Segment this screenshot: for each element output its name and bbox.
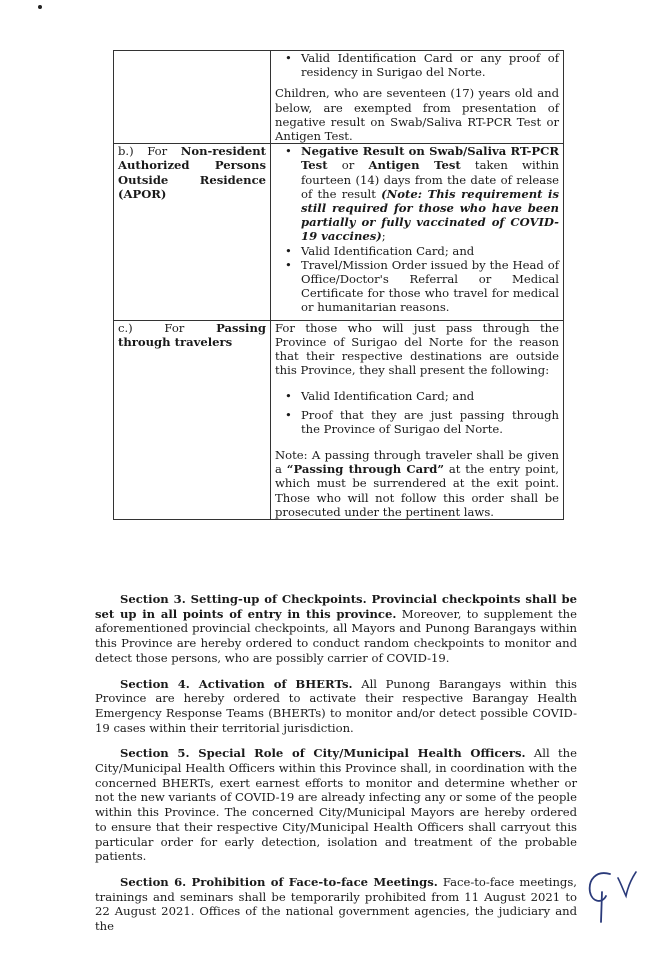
row-b-bullet-list bbox=[275, 144, 559, 314]
passing-through-label: Passing through travelers bbox=[118, 320, 266, 349]
section-3: Section 3. Setting-up of Checkpoints. Provincial checkpoints shall be set up in all points of entry in this province. Moreover, to supplement the aforementioned provincial checkpoints, all Mayors and Punong Barangays within this Province are hereby ordered to conduct random checkpoints to monitor and detect those persons, who are possibly carrier of COVID-19. bbox=[95, 592, 577, 665]
bullet-item: • Valid Identification Card; and bbox=[301, 244, 559, 258]
bullet-item: • Valid Identification Card or any proof of residency in Surigao del Norte. bbox=[301, 51, 559, 79]
row-c-label: c.) For Passing through travelers bbox=[114, 320, 271, 519]
section-heading: Section 5. Special Role of City/Municipal Health Officers. bbox=[120, 746, 526, 761]
row-c-bullet-list bbox=[275, 389, 559, 436]
section-5: Section 5. Special Role of City/Municipal Health Officers. All the City/Municipal Health Officers within this Province shall, in coordination with the concerned BHERTs, exert earnest efforts to monitor and determine whether or not the new variants of COVID-19 are already infecting any or some of the people within this Province. The concerned City/Municipal Mayors are hereby ordered to ensure that their respective City/Municipal Health Officers shall carryout this particular order for early detection, isolation and treatment of the probable patients. bbox=[95, 746, 577, 864]
row-c-requirements bbox=[271, 320, 564, 519]
section-heading: Section 4. Activation of BHERTs. bbox=[120, 676, 353, 691]
passing-through-intro: For those who will just pass through the Province of Surigao del Norte for the reason that their respective destinations are outside this Province, they shall present the following: bbox=[275, 320, 559, 378]
table-row-b bbox=[114, 144, 564, 320]
row-b-requirements bbox=[271, 144, 564, 320]
row-b-label: b.) For Non-resident Authorized Persons Outside Residence (APOR) bbox=[114, 144, 271, 320]
section-heading: Section 3. Setting-up of Checkpoints. bbox=[120, 592, 367, 606]
row-a-requirements bbox=[271, 51, 564, 144]
bullet-item: • Travel/Mission Order issued by the Head of Office/Doctor's Referral or Medical Certificate for those who travel for medical or humanitarian reasons. bbox=[301, 258, 559, 315]
bullet-item: • Proof that they are just passing through the Province of Surigao del Norte. bbox=[301, 408, 559, 436]
page-mark bbox=[38, 5, 42, 9]
vaccination-note: (Note: This requirement is still required for those who have been partially or fully vaccinated of COVID-19 vaccines) bbox=[301, 186, 559, 244]
section-6: Section 6. Prohibition of Face-to-face Meetings. Face-to-face meetings, trainings and seminars shall be temporarily prohibited from 11 August 2021 to 22 August 2021. Offices of the national government agencies, the judiciary and the bbox=[95, 874, 577, 934]
passing-through-note: Note: A passing through traveler shall be given a “Passing through Card” at the entry point, which must be surrendered at the exit point. Those who will not follow this order shall be prosecuted under the pertinent laws. bbox=[275, 448, 559, 519]
table-row-c bbox=[114, 320, 564, 519]
ordinance-sections bbox=[95, 592, 577, 945]
requirements-table bbox=[113, 50, 564, 520]
bullet-item: • Negative Result on Swab/Saliva RT-PCR Test or Antigen Test taken within fourteen (14) days from the date of release of the result (Note: This requirement is still required for those who have been partially or fully vaccinated of COVID-19 vaccines); bbox=[301, 144, 559, 243]
section-4: Section 4. Activation of BHERTs. All Punong Barangays within this Province are hereby ordered to activate their respective Barangay Health Emergency Response Teams (BHERTs) to monitor and/or detect possible COVID-19 cases within their territorial jurisdiction. bbox=[95, 676, 577, 735]
apor-label: Non-resident Authorized Persons Outside Residence (APOR) bbox=[118, 144, 266, 201]
children-exemption-note: Children, who are seventeen (17) years old and below, are exempted from presentation of negative result on Swab/Saliva RT-PCR Test or Antigen Test. bbox=[275, 86, 559, 144]
row-a-label bbox=[114, 51, 271, 144]
signature-initials-icon bbox=[582, 866, 637, 926]
row-a-bullet-list bbox=[275, 51, 559, 79]
bullet-item: • Valid Identification Card; and bbox=[301, 389, 559, 403]
passing-through-card: “Passing through Card” bbox=[286, 462, 444, 477]
table-row-a bbox=[114, 51, 564, 144]
section-heading: Section 6. Prohibition of Face-to-face Meetings. bbox=[120, 874, 438, 889]
